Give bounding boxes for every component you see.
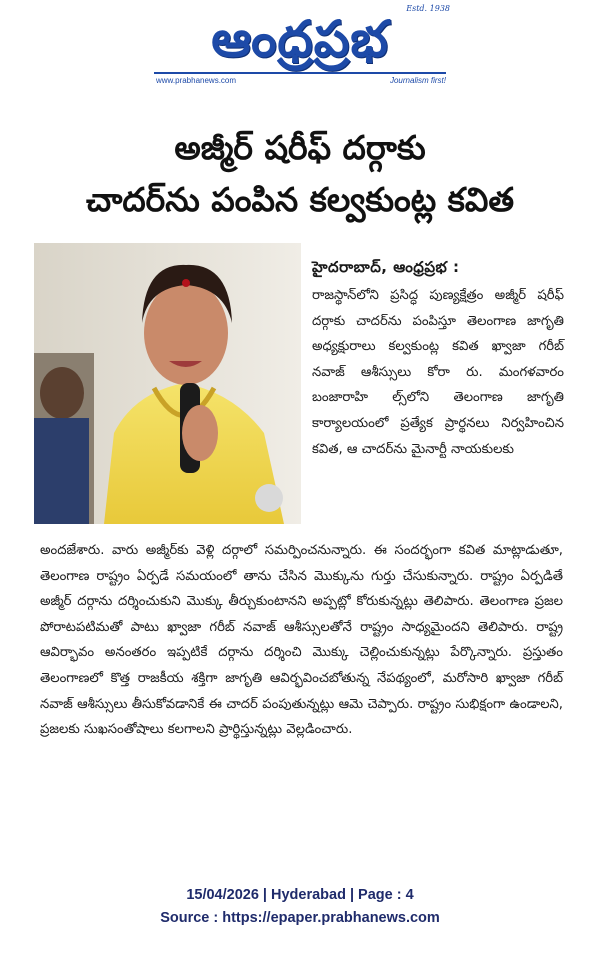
body-paragraph-beside-photo: రాజస్థాన్‌లోని ప్రసిద్ధ పుణ్యక్షేత్రం అజ్మీర్ షరీఫ్ దర్గాకు చాదర్‌ను పంపిస్తూ తెలంగాణ జాగృతి అధ్యక్షురాలు కల్వకుంట్ల కవిత ఖ్వాజా గరీబ్ నవాజ్ ఆశీస్సులు కోరా రు. మంగళవారం బంజారాహి ల్స్‌లోని తెలంగాణ జాగృతి కార్యాలయంలో ప్రత్యేక ప్రార్థనలు నిర్వహించిన కవిత, ఆ చాదర్‌ను మైనార్టీ నాయకులకు — [312, 288, 564, 457]
article-headline — [20, 122, 580, 226]
body-paragraph-full-width: అందజేశారు. వారు అజ్మీర్‌కు వెళ్లి దర్గాలో సమర్పించనున్నారు. ఈ సందర్భంగా కవిత మాట్లాడుతూ, తెలంగాణ రాష్ట్రం ఏర్పడే సమయంలో తాను చేసిన మొక్కును గుర్తు చేసుకున్నారు. రాష్ట్రం ఏర్పడితే అజ్మీర్ దర్గాను దర్శించుకుని మొక్కు తీర్చుకుంటానని అప్పట్లో కోరుకున్నట్లు తెలిపారు. తెలంగాణ ప్రజల పోరాటపటిమతో పాటు ఖ్వాజా గరీబ్ నవాజ్ ఆశీస్సులతోనే రాష్ట్రం సాధ్యమైందని తెలిపారు. రాష్ట్ర ఆవిర్భావం అనంతరం ఇప్పటికే దర్గాను దర్శించి మొక్కు చెల్లించుకున్నట్లు పేర్కొన్నారు. ప్రస్తుతం తెలంగాణలో కొత్త రాజకీయ శక్తిగా జాగృతి ఆవిర్భవించబోతున్న నేపథ్యంలో, మరోసారి ఖ్వాజా గరీబ్ నవాజ్ ఆశీస్సులు తీసుకోవడానికే ఈ చాదర్ పంపుతున్నట్లు ఆమె చెప్పారు. రాష్ట్రం సుభిక్షంగా ఉండాలని, ప్రజలకు సుఖసంతోషాలు కలగాలని ప్రార్థిస్తున్నట్లు వెల్లడించారు. — [40, 543, 563, 738]
masthead-site: www.prabhanews.com — [156, 76, 237, 85]
newspaper-logo: ఆంధ్రప్రభ — [211, 10, 389, 68]
footer-source-link[interactable]: Source : https://epaper.prabhanews.com — [160, 910, 440, 926]
article-dateline: హైదరాబాద్, ఆంధ్రప్రభ : — [312, 258, 460, 276]
headline-line-1: అజ్మీర్ షరీఫ్ దర్గాకు — [174, 128, 426, 167]
headline-line-2: చాదర్‌ను పంపిన కల్వకుంట్ల కవిత — [85, 180, 515, 219]
article-body-beside-photo — [312, 283, 564, 462]
masthead-rule — [154, 72, 446, 74]
masthead — [150, 4, 450, 96]
footer-date-edition-page: 15/04/2026 | Hyderabad | Page : 4 — [186, 887, 414, 903]
masthead-tagline: Journalism first! — [389, 76, 446, 85]
article-photo — [34, 243, 301, 524]
masthead-estd: Estd. 1938 — [406, 4, 450, 13]
article-body-full-width — [40, 538, 563, 743]
